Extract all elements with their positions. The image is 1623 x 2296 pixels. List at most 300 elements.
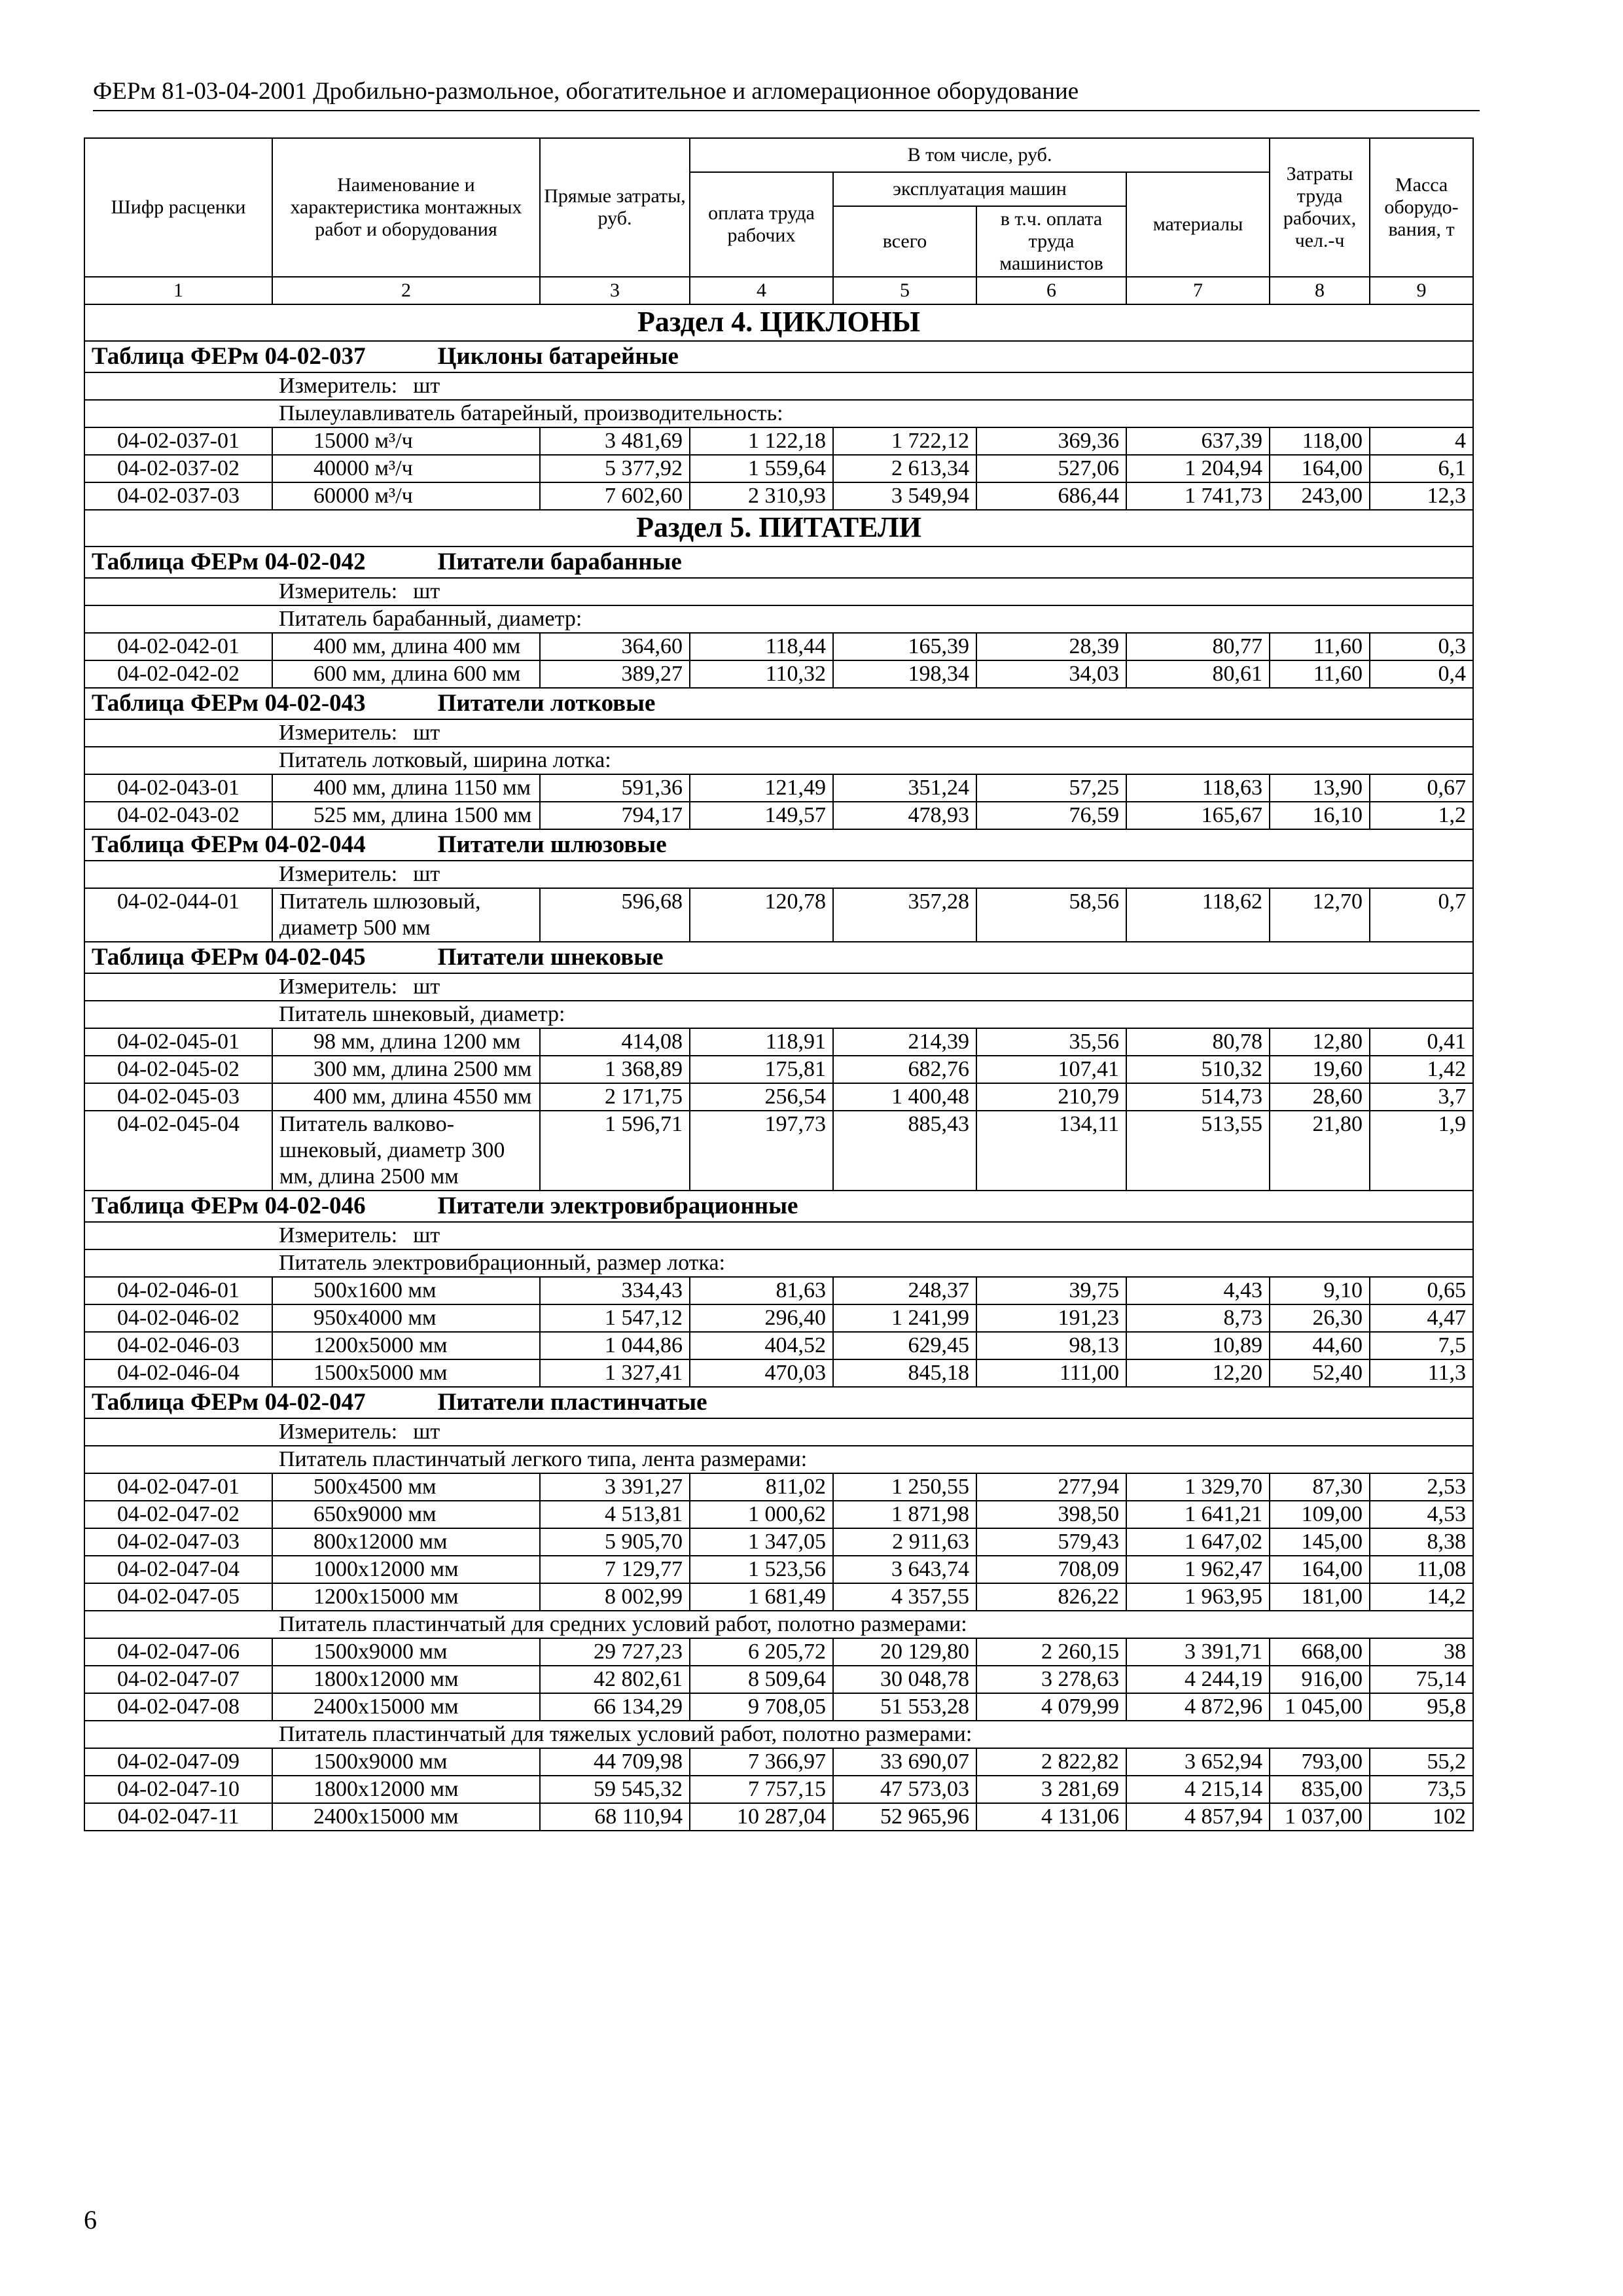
- rate-row: [84, 633, 1473, 660]
- rate-row: [84, 1028, 1473, 1056]
- col-header-name: Наименование и характеристика монтажных работ и оборудования: [272, 138, 540, 277]
- rate-labor: 21,80: [1270, 1111, 1370, 1191]
- rate-machines-wages: 2 822,82: [976, 1748, 1126, 1776]
- table-heading-cell: [84, 1191, 1473, 1222]
- rate-name: Питатель шлюзовый, диаметр 500 мм: [272, 888, 540, 942]
- table-heading-cell: [84, 942, 1473, 973]
- rate-direct-costs: 364,60: [540, 633, 690, 660]
- rate-wages: 256,54: [690, 1083, 833, 1111]
- rate-row: [84, 774, 1473, 802]
- rate-direct-costs: 1 596,71: [540, 1111, 690, 1191]
- rate-labor: 44,60: [1270, 1332, 1370, 1359]
- col-header-code: Шифр расценки: [84, 138, 272, 277]
- blank-cell: [84, 605, 272, 633]
- rate-machines-wages: 527,06: [976, 455, 1126, 482]
- measure-unit-cell: [272, 1418, 1473, 1446]
- rate-machines-wages: 3 278,63: [976, 1666, 1126, 1693]
- table-heading: [84, 942, 1473, 973]
- blank-cell: [84, 400, 272, 427]
- rate-wages: 121,49: [690, 774, 833, 802]
- table-name: Циклоны батарейные: [437, 343, 679, 370]
- rate-wages: 404,52: [690, 1332, 833, 1359]
- measure-unit-row: [84, 861, 1473, 888]
- rate-row: [84, 1111, 1473, 1191]
- rate-code: 04-02-047-01: [84, 1473, 272, 1501]
- rate-machines-wages: 34,03: [976, 660, 1126, 688]
- rate-code: 04-02-047-10: [84, 1776, 272, 1803]
- rate-mass: 1,9: [1370, 1111, 1473, 1191]
- rate-direct-costs: 68 110,94: [540, 1803, 690, 1831]
- rate-direct-costs: 3 481,69: [540, 427, 690, 455]
- measure-value: шт: [413, 721, 440, 745]
- table-heading: [84, 547, 1473, 578]
- rate-direct-costs: 5 905,70: [540, 1528, 690, 1556]
- rate-wages: 1 523,56: [690, 1556, 833, 1583]
- rate-code: 04-02-047-03: [84, 1528, 272, 1556]
- rate-machines-total: 33 690,07: [833, 1748, 976, 1776]
- rate-wages: 120,78: [690, 888, 833, 942]
- rate-mass: 75,14: [1370, 1666, 1473, 1693]
- table-code: Таблица ФЕРм 04-02-042: [92, 548, 366, 575]
- rate-mass: 73,5: [1370, 1776, 1473, 1803]
- rate-machines-total: 885,43: [833, 1111, 976, 1191]
- rate-direct-costs: 591,36: [540, 774, 690, 802]
- rate-machines-total: 1 722,12: [833, 427, 976, 455]
- rate-labor: 12,80: [1270, 1028, 1370, 1056]
- rate-code: 04-02-044-01: [84, 888, 272, 942]
- measure-unit-row: [84, 372, 1473, 400]
- group-description-row: [84, 1249, 1473, 1277]
- measure-unit-row: [84, 1222, 1473, 1249]
- rate-code: 04-02-046-02: [84, 1304, 272, 1332]
- rate-machines-wages: 277,94: [976, 1473, 1126, 1501]
- blank-cell: [84, 1446, 272, 1473]
- rate-mass: 12,3: [1370, 482, 1473, 510]
- measure-value: шт: [413, 1223, 440, 1247]
- rate-machines-total: 351,24: [833, 774, 976, 802]
- blank-cell: [84, 747, 272, 774]
- rate-row: [84, 802, 1473, 829]
- table-heading: [84, 688, 1473, 719]
- table-heading: [84, 1387, 1473, 1418]
- rate-code: 04-02-045-01: [84, 1028, 272, 1056]
- rate-name: 1800х12000 мм: [272, 1666, 540, 1693]
- rate-labor: 164,00: [1270, 1556, 1370, 1583]
- rate-row: [84, 455, 1473, 482]
- rate-wages: 1 000,62: [690, 1501, 833, 1528]
- rate-labor: 1 045,00: [1270, 1693, 1370, 1721]
- rate-name: 1200х15000 мм: [272, 1583, 540, 1611]
- section-title: Раздел 5. ПИТАТЕЛИ: [84, 510, 1473, 547]
- rate-name: 600 мм, длина 600 мм: [272, 660, 540, 688]
- rate-row: [84, 1304, 1473, 1332]
- group-description: Питатель электровибрационный, размер лотка:: [272, 1249, 1473, 1277]
- rate-code: 04-02-037-01: [84, 427, 272, 455]
- rate-labor: 181,00: [1270, 1583, 1370, 1611]
- col-header-materials: материалы: [1126, 172, 1270, 277]
- measure-value: шт: [413, 1420, 440, 1444]
- rate-machines-wages: 4 131,06: [976, 1803, 1126, 1831]
- table-code: Таблица ФЕРм 04-02-045: [92, 944, 366, 971]
- rate-materials: 1 329,70: [1126, 1473, 1270, 1501]
- rate-direct-costs: 414,08: [540, 1028, 690, 1056]
- rate-machines-wages: 35,56: [976, 1028, 1126, 1056]
- measure-value: шт: [413, 975, 440, 999]
- blank-cell: [84, 973, 272, 1001]
- rate-mass: 0,65: [1370, 1277, 1473, 1304]
- measure-label: Измеритель:: [279, 579, 398, 603]
- col-header-machines-total: всего: [833, 206, 976, 277]
- rate-wages: 118,91: [690, 1028, 833, 1056]
- rate-row: [84, 1556, 1473, 1583]
- rate-materials: 165,67: [1126, 802, 1270, 829]
- rate-machines-total: 3 643,74: [833, 1556, 976, 1583]
- rate-wages: 81,63: [690, 1277, 833, 1304]
- title-rule: [93, 110, 1480, 111]
- col-number: 7: [1126, 277, 1270, 304]
- measure-unit-cell: [272, 861, 1473, 888]
- table-heading: [84, 829, 1473, 861]
- measure-unit-cell: [272, 1222, 1473, 1249]
- rate-name: 1000х12000 мм: [272, 1556, 540, 1583]
- measure-label: Измеритель:: [279, 1420, 398, 1444]
- rate-materials: 4,43: [1126, 1277, 1270, 1304]
- rate-row: [84, 1473, 1473, 1501]
- table-heading-cell: [84, 1387, 1473, 1418]
- col-header-direct-costs: Прямые затраты, руб.: [540, 138, 690, 277]
- rate-machines-total: 165,39: [833, 633, 976, 660]
- table-heading: [84, 1191, 1473, 1222]
- rate-machines-total: 2 613,34: [833, 455, 976, 482]
- rate-machines-wages: 107,41: [976, 1056, 1126, 1083]
- rate-row: [84, 1666, 1473, 1693]
- rate-direct-costs: 44 709,98: [540, 1748, 690, 1776]
- rate-machines-wages: 57,25: [976, 774, 1126, 802]
- rate-labor: 793,00: [1270, 1748, 1370, 1776]
- rate-labor: 164,00: [1270, 455, 1370, 482]
- rate-labor: 12,70: [1270, 888, 1370, 942]
- table-heading: [84, 341, 1473, 372]
- rate-mass: 0,67: [1370, 774, 1473, 802]
- rate-row: [84, 888, 1473, 942]
- rate-row: [84, 1501, 1473, 1528]
- rate-direct-costs: 334,43: [540, 1277, 690, 1304]
- rate-mass: 0,7: [1370, 888, 1473, 942]
- rate-wages: 149,57: [690, 802, 833, 829]
- rates-table-container: [84, 137, 1472, 1831]
- rate-labor: 19,60: [1270, 1056, 1370, 1083]
- measure-unit-row: [84, 973, 1473, 1001]
- rate-wages: 296,40: [690, 1304, 833, 1332]
- measure-unit-row: [84, 578, 1473, 605]
- rate-mass: 0,41: [1370, 1028, 1473, 1056]
- rate-machines-wages: 369,36: [976, 427, 1126, 455]
- rate-row: [84, 1638, 1473, 1666]
- group-description-row: [84, 1001, 1473, 1028]
- rate-machines-total: 47 573,03: [833, 1776, 976, 1803]
- blank-cell: [84, 1418, 272, 1446]
- rate-materials: 4 244,19: [1126, 1666, 1270, 1693]
- group-description-row: [84, 1446, 1473, 1473]
- rate-name: 1500х5000 мм: [272, 1359, 540, 1387]
- rate-name: 500х1600 мм: [272, 1277, 540, 1304]
- col-number: 3: [540, 277, 690, 304]
- table-name: Питатели лотковые: [437, 690, 656, 717]
- table-name: Питатели электровибрационные: [437, 1193, 798, 1219]
- rate-labor: 1 037,00: [1270, 1803, 1370, 1831]
- rate-machines-total: 198,34: [833, 660, 976, 688]
- rate-wages: 118,44: [690, 633, 833, 660]
- measure-label: Измеритель:: [279, 862, 398, 886]
- rate-name: 1500х9000 мм: [272, 1638, 540, 1666]
- blank-cell: [84, 372, 272, 400]
- rate-materials: 4 215,14: [1126, 1776, 1270, 1803]
- rate-materials: 1 741,73: [1126, 482, 1270, 510]
- rate-row: [84, 1332, 1473, 1359]
- rate-wages: 8 509,64: [690, 1666, 833, 1693]
- measure-unit-cell: [272, 372, 1473, 400]
- rate-code: 04-02-047-11: [84, 1803, 272, 1831]
- rate-labor: 243,00: [1270, 482, 1370, 510]
- rate-mass: 95,8: [1370, 1693, 1473, 1721]
- rate-code: 04-02-047-09: [84, 1748, 272, 1776]
- blank-cell: [84, 1611, 272, 1638]
- table-code: Таблица ФЕРм 04-02-037: [92, 343, 366, 370]
- rate-row: [84, 1693, 1473, 1721]
- rate-machines-wages: 76,59: [976, 802, 1126, 829]
- group-description: Питатель лотковый, ширина лотка:: [272, 747, 1473, 774]
- rate-materials: 1 962,47: [1126, 1556, 1270, 1583]
- rate-materials: 510,32: [1126, 1056, 1270, 1083]
- rate-materials: 8,73: [1126, 1304, 1270, 1332]
- rate-name: 1200х5000 мм: [272, 1332, 540, 1359]
- rate-name: 1800х12000 мм: [272, 1776, 540, 1803]
- rate-wages: 470,03: [690, 1359, 833, 1387]
- rate-labor: 87,30: [1270, 1473, 1370, 1501]
- rate-machines-total: 845,18: [833, 1359, 976, 1387]
- rate-labor: 28,60: [1270, 1083, 1370, 1111]
- rate-name: 60000 м³/ч: [272, 482, 540, 510]
- col-header-machines-wages: в т.ч. оплата труда машинистов: [976, 206, 1126, 277]
- rate-code: 04-02-042-01: [84, 633, 272, 660]
- rate-machines-total: 357,28: [833, 888, 976, 942]
- rate-direct-costs: 29 727,23: [540, 1638, 690, 1666]
- rate-machines-wages: 3 281,69: [976, 1776, 1126, 1803]
- blank-cell: [84, 1222, 272, 1249]
- rate-direct-costs: 5 377,92: [540, 455, 690, 482]
- rate-mass: 1,42: [1370, 1056, 1473, 1083]
- rate-mass: 14,2: [1370, 1583, 1473, 1611]
- rate-machines-wages: 134,11: [976, 1111, 1126, 1191]
- rate-row: [84, 1583, 1473, 1611]
- measure-value: шт: [413, 862, 440, 886]
- rate-mass: 2,53: [1370, 1473, 1473, 1501]
- rate-materials: 1 647,02: [1126, 1528, 1270, 1556]
- table-body: [84, 304, 1473, 1831]
- col-number: 9: [1370, 277, 1473, 304]
- rate-materials: 4 857,94: [1126, 1803, 1270, 1831]
- rate-name: 98 мм, длина 1200 мм: [272, 1028, 540, 1056]
- section-title: Раздел 4. ЦИКЛОНЫ: [84, 304, 1473, 341]
- rate-mass: 11,3: [1370, 1359, 1473, 1387]
- rate-mass: 0,3: [1370, 633, 1473, 660]
- rate-code: 04-02-037-03: [84, 482, 272, 510]
- col-number: 8: [1270, 277, 1370, 304]
- rate-labor: 11,60: [1270, 633, 1370, 660]
- rate-labor: 9,10: [1270, 1277, 1370, 1304]
- rate-name: 525 мм, длина 1500 мм: [272, 802, 540, 829]
- rate-labor: 11,60: [1270, 660, 1370, 688]
- rate-wages: 9 708,05: [690, 1693, 833, 1721]
- col-number: 1: [84, 277, 272, 304]
- rate-code: 04-02-045-04: [84, 1111, 272, 1191]
- section-heading: [84, 304, 1473, 341]
- col-number: 6: [976, 277, 1126, 304]
- rate-machines-total: 30 048,78: [833, 1666, 976, 1693]
- rate-direct-costs: 42 802,61: [540, 1666, 690, 1693]
- blank-cell: [84, 719, 272, 747]
- rate-name: 2400х15000 мм: [272, 1693, 540, 1721]
- rate-direct-costs: 7 602,60: [540, 482, 690, 510]
- rate-mass: 102: [1370, 1803, 1473, 1831]
- table-name: Питатели шлюзовые: [437, 831, 667, 858]
- measure-label: Измеритель:: [279, 1223, 398, 1247]
- table-code: Таблица ФЕРм 04-02-043: [92, 690, 366, 717]
- rate-mass: 38: [1370, 1638, 1473, 1666]
- rate-name: 400 мм, длина 4550 мм: [272, 1083, 540, 1111]
- table-name: Питатели пластинчатые: [437, 1389, 707, 1416]
- rate-labor: 13,90: [1270, 774, 1370, 802]
- blank-cell: [84, 578, 272, 605]
- rate-mass: 55,2: [1370, 1748, 1473, 1776]
- rate-name: 1500х9000 мм: [272, 1748, 540, 1776]
- group-description-row: [84, 1611, 1473, 1638]
- rate-labor: 52,40: [1270, 1359, 1370, 1387]
- rate-materials: 118,63: [1126, 774, 1270, 802]
- rate-machines-total: 51 553,28: [833, 1693, 976, 1721]
- rate-row: [84, 1748, 1473, 1776]
- rate-mass: 3,7: [1370, 1083, 1473, 1111]
- rate-wages: 197,73: [690, 1111, 833, 1191]
- measure-unit-row: [84, 1418, 1473, 1446]
- group-description: Питатель пластинчатый для средних условий работ, полотно размерами:: [272, 1611, 1473, 1638]
- rate-row: [84, 427, 1473, 455]
- rate-name: 300 мм, длина 2500 мм: [272, 1056, 540, 1083]
- table-name: Питатели шнековые: [437, 944, 664, 971]
- group-description: Питатель пластинчатый для тяжелых условий работ, полотно размерами:: [272, 1721, 1473, 1748]
- rate-machines-total: 1 871,98: [833, 1501, 976, 1528]
- rate-wages: 175,81: [690, 1056, 833, 1083]
- rate-wages: 6 205,72: [690, 1638, 833, 1666]
- rate-wages: 811,02: [690, 1473, 833, 1501]
- col-header-machines: эксплуатация машин: [833, 172, 1126, 206]
- page-number: 6: [84, 2205, 97, 2234]
- col-header-including: В том числе, руб.: [690, 138, 1270, 172]
- blank-cell: [84, 861, 272, 888]
- blank-cell: [84, 1001, 272, 1028]
- col-number: 2: [272, 277, 540, 304]
- group-description-row: [84, 605, 1473, 633]
- measure-unit-cell: [272, 719, 1473, 747]
- rate-wages: 1 347,05: [690, 1528, 833, 1556]
- rate-machines-wages: 111,00: [976, 1359, 1126, 1387]
- rate-machines-total: 2 911,63: [833, 1528, 976, 1556]
- rate-code: 04-02-045-02: [84, 1056, 272, 1083]
- group-description-row: [84, 400, 1473, 427]
- rate-code: 04-02-047-02: [84, 1501, 272, 1528]
- rate-direct-costs: 1 327,41: [540, 1359, 690, 1387]
- rate-mass: 6,1: [1370, 455, 1473, 482]
- rate-materials: 80,78: [1126, 1028, 1270, 1056]
- rate-code: 04-02-047-07: [84, 1666, 272, 1693]
- rate-mass: 4,47: [1370, 1304, 1473, 1332]
- rate-name: 40000 м³/ч: [272, 455, 540, 482]
- rate-machines-wages: 2 260,15: [976, 1638, 1126, 1666]
- measure-unit-row: [84, 719, 1473, 747]
- rate-machines-total: 478,93: [833, 802, 976, 829]
- rate-machines-total: 1 400,48: [833, 1083, 976, 1111]
- rate-machines-total: 4 357,55: [833, 1583, 976, 1611]
- rate-direct-costs: 3 391,27: [540, 1473, 690, 1501]
- rate-name: 15000 м³/ч: [272, 427, 540, 455]
- rate-direct-costs: 7 129,77: [540, 1556, 690, 1583]
- rate-machines-total: 3 549,94: [833, 482, 976, 510]
- rate-machines-total: 1 250,55: [833, 1473, 976, 1501]
- rate-machines-wages: 579,43: [976, 1528, 1126, 1556]
- rate-materials: 1 204,94: [1126, 455, 1270, 482]
- rate-labor: 16,10: [1270, 802, 1370, 829]
- rate-labor: 118,00: [1270, 427, 1370, 455]
- document-title: ФЕРм 81-03-04-2001 Дробильно-размольное, обогатительное и агломерационное оборудование: [93, 78, 1079, 105]
- rate-name: 800х12000 мм: [272, 1528, 540, 1556]
- rate-code: 04-02-047-04: [84, 1556, 272, 1583]
- rate-mass: 0,4: [1370, 660, 1473, 688]
- rate-row: [84, 1776, 1473, 1803]
- blank-cell: [84, 1249, 272, 1277]
- col-number: 4: [690, 277, 833, 304]
- rate-mass: 4,53: [1370, 1501, 1473, 1528]
- rate-labor: 109,00: [1270, 1501, 1370, 1528]
- rate-materials: 80,77: [1126, 633, 1270, 660]
- col-header-wages: оплата труда рабочих: [690, 172, 833, 277]
- col-header-labor: Затраты труда рабочих, чел.-ч: [1270, 138, 1370, 277]
- group-description: Питатель барабанный, диаметр:: [272, 605, 1473, 633]
- rate-labor: 835,00: [1270, 1776, 1370, 1803]
- table-code: Таблица ФЕРм 04-02-047: [92, 1389, 366, 1416]
- rate-direct-costs: 1 547,12: [540, 1304, 690, 1332]
- rate-code: 04-02-047-08: [84, 1693, 272, 1721]
- rate-mass: 1,2: [1370, 802, 1473, 829]
- rate-mass: 4: [1370, 427, 1473, 455]
- rate-code: 04-02-045-03: [84, 1083, 272, 1111]
- group-description: Питатель шнековый, диаметр:: [272, 1001, 1473, 1028]
- rate-direct-costs: 596,68: [540, 888, 690, 942]
- rate-code: 04-02-042-02: [84, 660, 272, 688]
- rate-code: 04-02-037-02: [84, 455, 272, 482]
- rate-wages: 1 681,49: [690, 1583, 833, 1611]
- rate-materials: 80,61: [1126, 660, 1270, 688]
- rate-machines-wages: 210,79: [976, 1083, 1126, 1111]
- rate-materials: 3 391,71: [1126, 1638, 1270, 1666]
- rate-code: 04-02-046-01: [84, 1277, 272, 1304]
- rate-materials: 513,55: [1126, 1111, 1270, 1191]
- rate-machines-wages: 398,50: [976, 1501, 1126, 1528]
- measure-label: Измеритель:: [279, 721, 398, 745]
- rate-wages: 110,32: [690, 660, 833, 688]
- rate-machines-total: 214,39: [833, 1028, 976, 1056]
- rate-materials: 10,89: [1126, 1332, 1270, 1359]
- rate-code: 04-02-046-03: [84, 1332, 272, 1359]
